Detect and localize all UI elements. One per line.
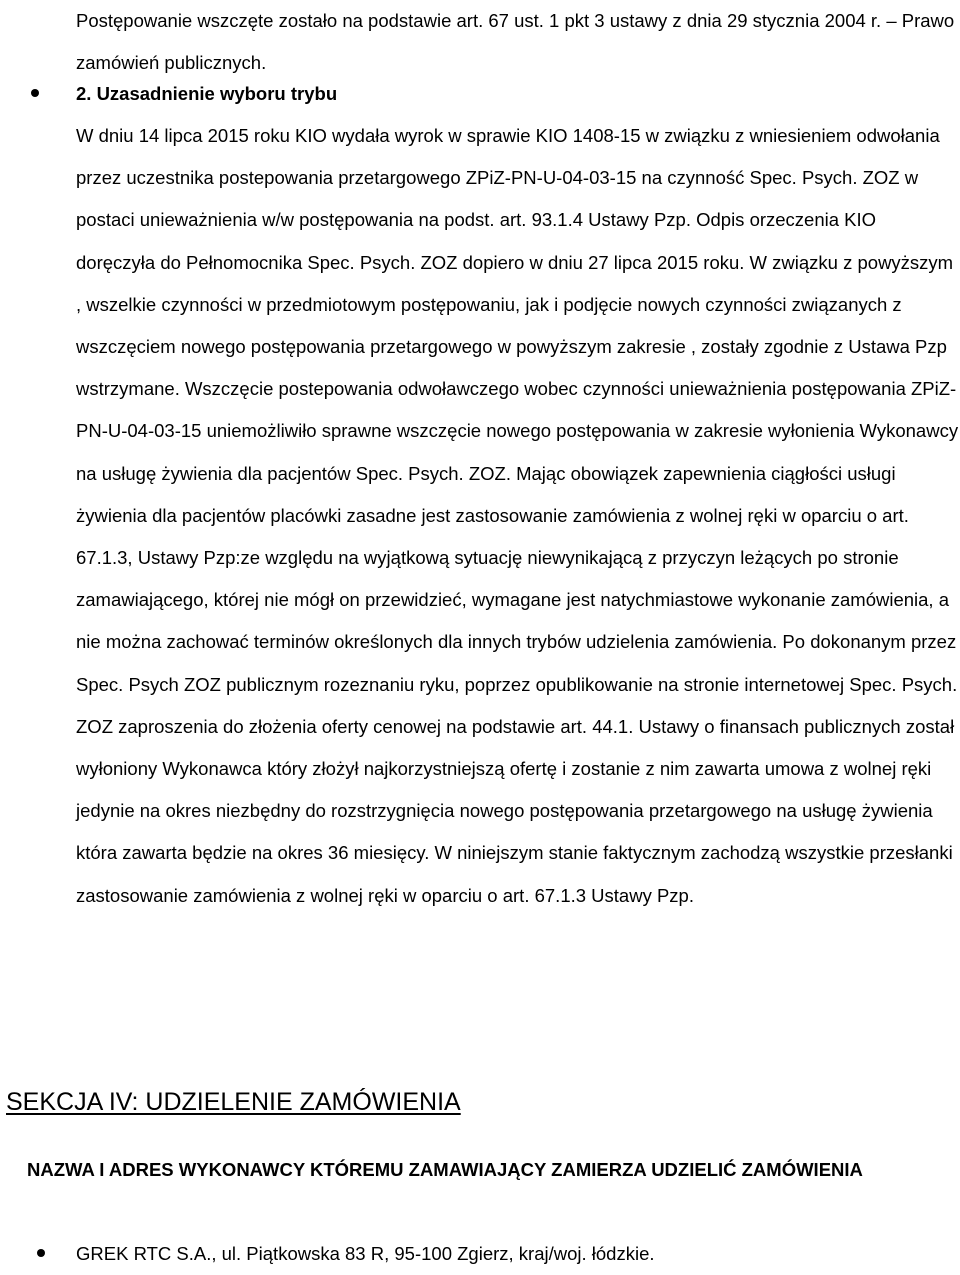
justification-paragraph	[76, 115, 960, 917]
contractor-heading: NAZWA I ADRES WYKONAWCY KTÓREMU ZAMAWIAJĄCY ZAMIERZA UDZIELIĆ ZAMÓWIENIA	[27, 1159, 863, 1180]
bullet-icon	[37, 1249, 45, 1257]
section-4-title: SEKCJA IV: UDZIELENIE ZAMÓWIENIA	[6, 1088, 461, 1116]
section-2-title: 2. Uzasadnienie wyboru trybu	[76, 83, 338, 104]
justification-paragraph-rest: W związku z powyższym , wszelkie czynności w przedmiotowym postępowaniu, jak i podjęcie nowych czynności związanych z wszczęciem nowego postępowania przetargowego w powyższym zakresie , zostały zgodnie z Ustawa Pzp wstrzymane. Wszczęcie postepowania odwoławczego wobec czynności unieważnienia postępowania ZPiZ-PN-U-04-03-15 uniemożliwiło sprawne wszczęcie nowego postępowania w zakresie wyłonienia Wykonawcy na usługę żywienia dla pacjentów Spec. Psych. ZOZ. Mając obowiązek zapewnienia ciągłości usługi żywienia dla pacjentów placówki zasadne jest zastosowanie zamówienia z wolnej ręki w oparciu o art. 67.1.3, Ustawy Pzp:ze względu na wyjątkową sytuację niewynikającą z przyczyn leżących po stronie zamawiającego, której nie mógł on przewidzieć, wymagane jest natychmiastowe wykonanie zamówienia, a nie można zachować terminów określonych dla innych trybów udzielenia zamówienia. Po dokonanym przez Spec. Psych ZOZ publicznym rozeznaniu ryku, poprzez opublikowanie na stronie internetowej Spec. Psych. ZOZ zaproszenia do złożenia oferty cenowej na podstawie art. 44.1. Ustawy o finansach publicznych został wyłoniony Wykonawca który złożył najkorzystniejszą ofertę i zostanie z nim zawarta umowa z wolnej ręki jedynie na okres niezbędny do rozstrzygnięcia nowego postępowania przetargowego na usługę żywienia która zawarta będzie na okres 36 miesięcy. W niniejszym stanie faktycznym zachodzą wszystkie przesłanki zastosowanie zamówienia z wolnej ręki w oparciu o art. 67.1.3 Ustawy Pzp.	[76, 251, 959, 906]
intro-paragraph: Postępowanie wszczęte zostało na podstawie art. 67 ust. 1 pkt 3 ustawy z dnia 29 stycznia 2004 r. – Prawo zamówień publicznych.	[76, 10, 955, 73]
justification-paragraph-start: W dniu 14 lipca 2015 roku KIO wydała wyrok w sprawie KIO 1408-15 w związku z wniesieniem odwołania przez uczestnika postepowania przetargowego ZPiZ-PN-U-04-03-15 na czynność Spec. Psych. ZOZ w postaci unieważnienia w/w postępowania na podst. art. 93.1.4 Ustawy Pzp. Odpis orzeczenia KIO doręczyła do Pełnomocnika Spec. Psych. ZOZ dopiero w dniu 27 lipca 2015 roku.	[76, 125, 940, 273]
bullet-icon	[31, 89, 39, 97]
contractor-name-address: GREK RTC S.A., ul. Piątkowska 83 R, 95-100 Zgierz, kraj/woj. łódzkie.	[76, 1243, 655, 1264]
